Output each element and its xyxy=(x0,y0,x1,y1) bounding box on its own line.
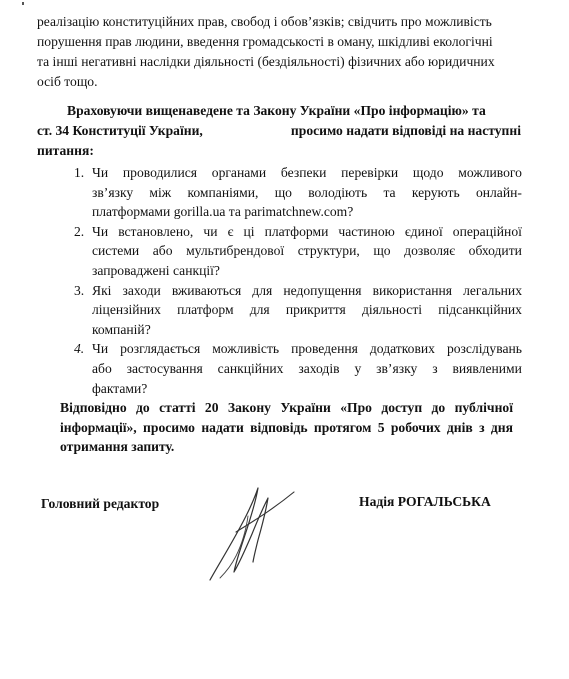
question-line xyxy=(92,222,522,242)
word: до xyxy=(136,400,150,415)
word: діяльності xyxy=(361,302,423,318)
question-line xyxy=(92,202,522,222)
word: безпеки xyxy=(280,165,327,180)
word: розслідувань xyxy=(446,341,522,357)
question-item xyxy=(74,163,522,222)
intro-line: та інші негативні наслідки діяльності (бездіяльності) фізичних або юридичних xyxy=(37,54,495,69)
word: системи xyxy=(92,243,140,259)
word: до xyxy=(431,400,446,415)
word: легальних xyxy=(463,282,522,298)
scan-mark xyxy=(22,2,24,5)
handwritten-signature xyxy=(196,476,306,586)
word: чи xyxy=(203,223,218,239)
question-line xyxy=(92,163,522,183)
word: статті xyxy=(159,400,196,415)
word: органами xyxy=(211,165,267,180)
word: можливого xyxy=(458,165,522,180)
word: або xyxy=(152,243,173,259)
question-line xyxy=(92,300,522,320)
word: дозволяє xyxy=(404,243,456,259)
law-text: отримання запиту. xyxy=(60,439,175,455)
word: протягом xyxy=(313,419,372,435)
word: надати xyxy=(201,419,244,435)
word: прикриття xyxy=(285,302,346,318)
law-paragraph xyxy=(60,398,513,457)
word: проведення xyxy=(291,341,358,357)
question-text: компаній? xyxy=(92,321,151,337)
word: для xyxy=(249,302,270,318)
word: платформи xyxy=(264,223,329,239)
question-line xyxy=(92,379,522,399)
question-text: запроваджені санкції? xyxy=(92,262,220,278)
question-text: фактами? xyxy=(92,380,148,396)
question-text xyxy=(92,241,522,261)
word: зв’язку xyxy=(92,184,134,200)
word: з xyxy=(479,419,485,435)
word: що xyxy=(373,243,391,259)
request-line-right: просимо надати відповіді на наступні xyxy=(290,123,521,138)
question-item xyxy=(74,222,522,281)
request-line: Враховуючи вищенаведене та Закону України «Про інформацію» та xyxy=(67,103,486,118)
word: публічної xyxy=(454,400,513,415)
word: «Про xyxy=(340,400,372,415)
question-text xyxy=(92,281,522,301)
question-line xyxy=(92,183,522,203)
question-number: 4. xyxy=(74,341,85,357)
word: операційної xyxy=(452,223,522,239)
word: онлайн- xyxy=(475,184,522,200)
word: 5 xyxy=(377,419,385,435)
question-line xyxy=(92,281,522,301)
intro-line: реалізацію конституційних прав, свобод і обов’язків; свідчить про можливість xyxy=(37,14,492,29)
word: Чи xyxy=(92,223,109,239)
word: використання xyxy=(372,282,453,298)
word: зв’язку xyxy=(376,360,418,376)
law-text xyxy=(60,418,513,438)
intro-line: порушення прав людини, введення громадськості в оману, шкідливі екологічні xyxy=(37,34,493,49)
word: або xyxy=(92,360,112,376)
word: розглядається xyxy=(120,341,201,357)
question-number: 1. xyxy=(74,165,85,180)
word: обходити xyxy=(468,243,522,259)
word: доступ xyxy=(381,400,423,415)
question-item xyxy=(74,281,522,340)
word: дня xyxy=(490,419,513,435)
law-line xyxy=(60,398,513,418)
word: застосування xyxy=(126,360,203,376)
word: виявленими xyxy=(452,360,522,376)
law-line xyxy=(60,437,513,457)
word: заходи xyxy=(122,282,161,298)
word: з xyxy=(432,360,438,376)
word: інформації», xyxy=(60,419,137,435)
word: можливість xyxy=(212,341,280,357)
question-number: 2. xyxy=(74,223,85,239)
word: частиною xyxy=(338,223,395,239)
word: санкційних xyxy=(217,360,284,376)
question-text xyxy=(92,300,522,320)
word: компаніями, xyxy=(187,184,259,200)
word: 20 xyxy=(204,400,219,415)
question-text: платформами gorilla.ua та parimatchnew.com? xyxy=(92,204,354,220)
intro-line: осіб тощо. xyxy=(37,74,98,89)
request-paragraph xyxy=(37,101,521,161)
signatory-role: Головний редактор xyxy=(41,496,160,511)
word: перевірки xyxy=(341,165,399,180)
question-text xyxy=(92,183,522,203)
word: володіють xyxy=(308,184,368,200)
signatory-name: Надія РОГАЛЬСЬКА xyxy=(359,494,491,509)
request-line-left: ст. 34 Конституції України, xyxy=(37,123,203,138)
word: керують xyxy=(411,184,460,200)
question-line xyxy=(92,241,522,261)
intro-paragraph xyxy=(37,12,517,92)
question-line xyxy=(92,320,522,340)
word: ліцензійних xyxy=(92,302,161,318)
questions-list xyxy=(74,163,522,398)
word: ці xyxy=(243,223,255,239)
question-text xyxy=(92,222,522,242)
request-line: питання: xyxy=(37,143,94,158)
word: робочих xyxy=(390,419,441,435)
word: відповідь xyxy=(250,419,308,435)
law-line xyxy=(60,418,513,438)
word: Які xyxy=(92,282,112,298)
word: України xyxy=(280,400,331,415)
word: платформ xyxy=(177,302,234,318)
word: заходів xyxy=(298,360,340,376)
word: недопущення xyxy=(283,282,362,298)
question-text xyxy=(92,359,522,379)
word: Чи xyxy=(92,341,109,357)
word: проводилися xyxy=(122,165,198,180)
word: додаткових xyxy=(369,341,435,357)
word: між xyxy=(149,184,172,200)
question-line xyxy=(92,339,522,359)
word: просимо xyxy=(143,419,195,435)
law-text xyxy=(60,398,513,418)
word: мультибрендової xyxy=(186,243,285,259)
word: Відповідно xyxy=(60,400,127,415)
word: що xyxy=(274,184,292,200)
word: днів xyxy=(446,419,473,435)
word: встановлено, xyxy=(118,223,194,239)
word: та xyxy=(383,184,396,200)
question-number: 3. xyxy=(74,282,85,298)
word: підсанкційних xyxy=(438,302,522,318)
word: щодо xyxy=(412,165,444,180)
word: структури, xyxy=(297,243,360,259)
request-line xyxy=(37,121,521,141)
word: єдиної xyxy=(404,223,443,239)
word: вживаються xyxy=(171,282,242,298)
word: Закону xyxy=(227,400,271,415)
word: для xyxy=(252,282,273,298)
question-line xyxy=(92,359,522,379)
word: Чи xyxy=(92,165,109,180)
word: у xyxy=(354,360,362,376)
question-text xyxy=(92,339,522,359)
word: є xyxy=(227,223,234,239)
question-text xyxy=(92,163,522,183)
question-line xyxy=(92,261,522,281)
question-item xyxy=(74,339,522,398)
